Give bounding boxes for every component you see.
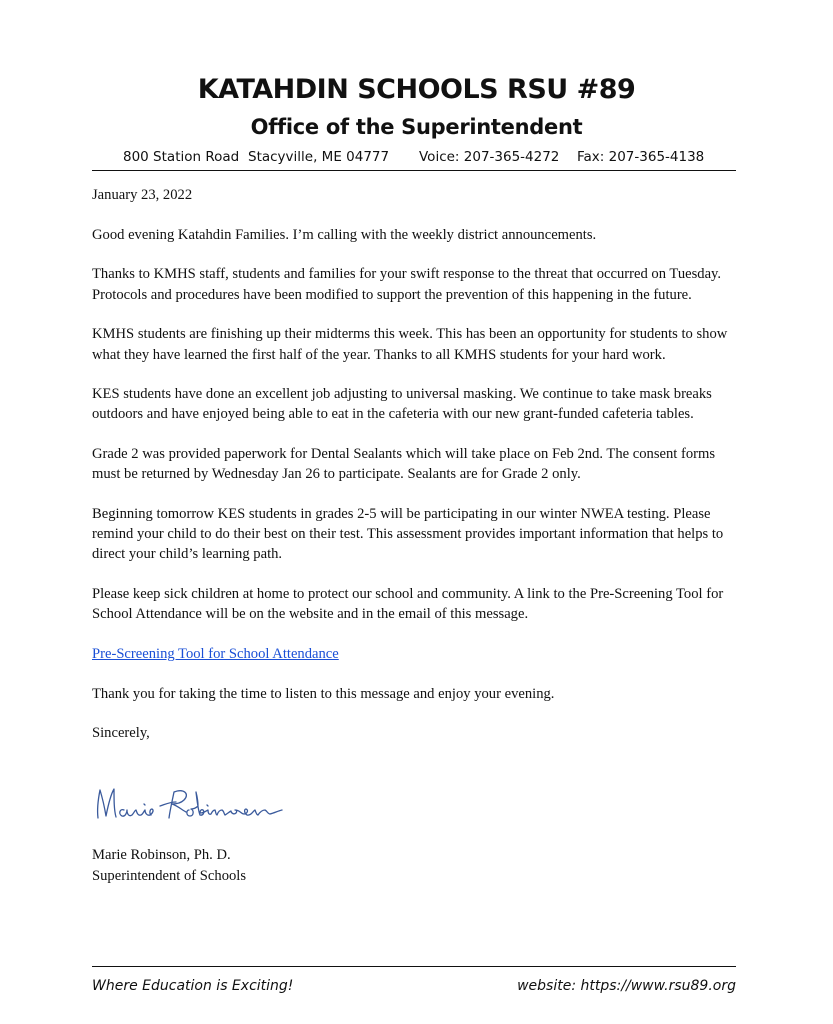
paragraph-threat-response: Thanks to KMHS staff, students and families for your swift response to the threat that occurred on Tuesday. Protocols and procedures have been modified to support the prevention of this happening in the future. [92, 266, 722, 303]
signature [94, 780, 294, 830]
city-state-zip: Stacyville, ME 04777 [248, 149, 390, 165]
paragraph-closing: Thank you for taking the time to listen to this message and enjoy your evening. [92, 685, 555, 702]
letterhead [0, 70, 833, 144]
header-divider [92, 170, 736, 171]
footer-motto: Where Education is Exciting! [92, 978, 294, 994]
valediction: Sincerely, [92, 725, 150, 742]
footer-divider [92, 966, 736, 967]
signature-block [92, 845, 246, 886]
letter-body [92, 185, 742, 763]
signer-name: Marie Robinson, Ph. D. [92, 847, 231, 863]
footer-website: website: https://www.rsu89.org [517, 978, 736, 994]
paragraph-midterms: KMHS students are finishing up their midterms this week. This has been an opportunity for students to show what they have learned the first half of the year. Thanks to all KMHS students for your hard work. [92, 326, 728, 363]
pre-screening-link[interactable]: Pre-Screening Tool for School Attendance [92, 646, 339, 663]
signer-title: Superintendent of Schools [92, 867, 247, 884]
voice-phone: Voice: 207-365-4272 [419, 149, 560, 165]
office-name: Office of the Superintendent [250, 115, 583, 139]
address: 800 Station Road [123, 149, 240, 165]
paragraph-masking: KES students have done an excellent job adjusting to universal masking. We continue to take mask breaks outdoors and have enjoyed being able to eat in the cafeteria with our new grant-funded cafeteria tables. [92, 386, 712, 423]
paragraph-nwea-testing: Beginning tomorrow KES students in grades 2-5 will be participating in our winter NWEA testing. Please remind your child to do their best on their test. This assessment provides important information that helps to direct your child’s learning path. [92, 506, 724, 563]
letter-date: January 23, 2022 [92, 187, 193, 203]
paragraph-sick-children: Please keep sick children at home to protect our school and community. A link to the Pre-Screening Tool for School Attendance will be on the website and in the email of this message. [92, 586, 724, 623]
fax-number: Fax: 207-365-4138 [577, 149, 705, 165]
organization-name: KATAHDIN SCHOOLS RSU #89 [197, 74, 636, 105]
paragraph-greeting: Good evening Katahdin Families. I’m calling with the weekly district announcements. [92, 226, 597, 243]
paragraph-dental-sealants: Grade 2 was provided paperwork for Dental Sealants which will take place on Feb 2nd. The consent forms must be returned by Wednesday Jan 26 to participate. Sealants are for Grade 2 only. [92, 446, 716, 483]
